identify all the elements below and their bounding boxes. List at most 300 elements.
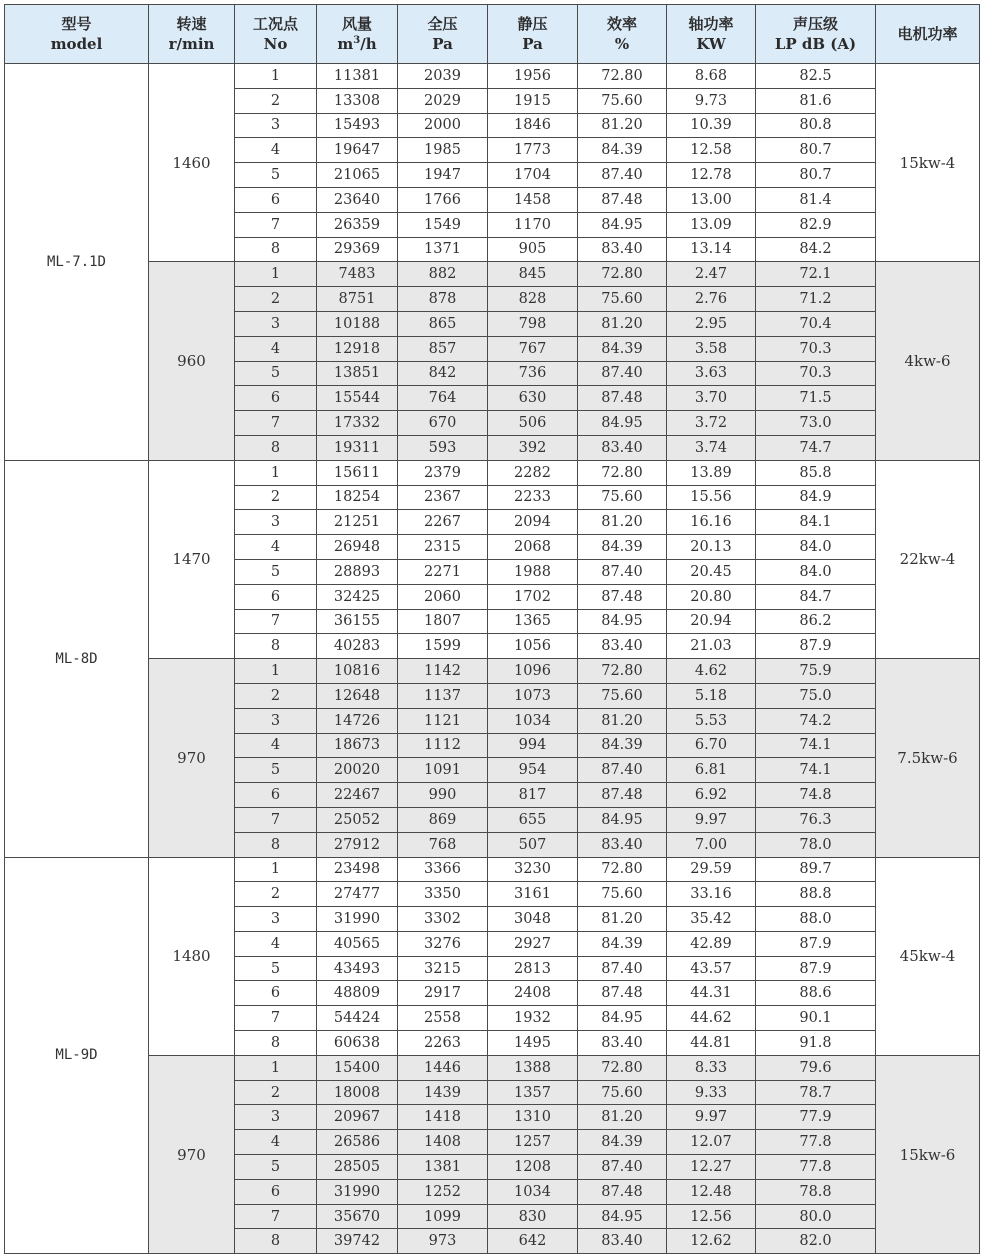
flow-cell: 21065 xyxy=(317,163,398,188)
flow-cell: 54424 xyxy=(317,1006,398,1031)
efficiency-cell: 81.20 xyxy=(578,311,667,336)
total-pressure-cell: 3215 xyxy=(398,956,488,981)
total-pressure-cell: 1112 xyxy=(398,733,488,758)
shaft-power-cell: 12.07 xyxy=(667,1130,756,1155)
total-pressure-cell: 1099 xyxy=(398,1204,488,1229)
static-pressure-cell: 2408 xyxy=(488,981,578,1006)
point-cell: 2 xyxy=(235,1080,317,1105)
flow-cell: 31990 xyxy=(317,907,398,932)
shaft-power-cell: 2.47 xyxy=(667,262,756,287)
table-row xyxy=(5,64,980,89)
shaft-power-cell: 13.09 xyxy=(667,212,756,237)
shaft-power-cell: 3.58 xyxy=(667,336,756,361)
efficiency-cell: 87.40 xyxy=(578,956,667,981)
static-pressure-cell: 1034 xyxy=(488,708,578,733)
total-pressure-cell: 768 xyxy=(398,832,488,857)
efficiency-cell: 87.48 xyxy=(578,981,667,1006)
flow-cell: 15400 xyxy=(317,1055,398,1080)
header-efficiency: 效率 % xyxy=(578,5,667,64)
efficiency-cell: 83.40 xyxy=(578,1031,667,1056)
header-static-pressure: 静压 Pa xyxy=(488,5,578,64)
sound-level-cell: 82.5 xyxy=(756,64,876,89)
total-pressure-cell: 2060 xyxy=(398,584,488,609)
efficiency-cell: 84.39 xyxy=(578,733,667,758)
shaft-power-cell: 6.81 xyxy=(667,758,756,783)
total-pressure-cell: 865 xyxy=(398,311,488,336)
total-pressure-cell: 2039 xyxy=(398,64,488,89)
table-row xyxy=(5,857,980,882)
speed-cell: 1480 xyxy=(149,857,235,1055)
static-pressure-cell: 2282 xyxy=(488,460,578,485)
flow-cell: 39742 xyxy=(317,1229,398,1254)
flow-cell: 35670 xyxy=(317,1204,398,1229)
motor-power-cell: 15kw-4 xyxy=(876,64,980,262)
sound-level-cell: 75.9 xyxy=(756,659,876,684)
flow-cell: 36155 xyxy=(317,609,398,634)
static-pressure-cell: 828 xyxy=(488,287,578,312)
total-pressure-cell: 842 xyxy=(398,361,488,386)
static-pressure-cell: 830 xyxy=(488,1204,578,1229)
total-pressure-cell: 1121 xyxy=(398,708,488,733)
sound-level-cell: 87.9 xyxy=(756,634,876,659)
efficiency-cell: 81.20 xyxy=(578,510,667,535)
shaft-power-cell: 20.94 xyxy=(667,609,756,634)
flow-cell: 27912 xyxy=(317,832,398,857)
flow-cell: 40565 xyxy=(317,931,398,956)
point-cell: 6 xyxy=(235,1179,317,1204)
speed-cell: 1460 xyxy=(149,64,235,262)
shaft-power-cell: 13.14 xyxy=(667,237,756,262)
efficiency-cell: 84.39 xyxy=(578,1130,667,1155)
static-pressure-cell: 1495 xyxy=(488,1031,578,1056)
flow-cell: 32425 xyxy=(317,584,398,609)
point-cell: 5 xyxy=(235,1155,317,1180)
total-pressure-cell: 2000 xyxy=(398,113,488,138)
flow-cell: 7483 xyxy=(317,262,398,287)
total-pressure-cell: 2263 xyxy=(398,1031,488,1056)
point-cell: 2 xyxy=(235,88,317,113)
shaft-power-cell: 16.16 xyxy=(667,510,756,535)
sound-level-cell: 80.7 xyxy=(756,163,876,188)
total-pressure-cell: 1371 xyxy=(398,237,488,262)
shaft-power-cell: 44.62 xyxy=(667,1006,756,1031)
flow-cell: 23498 xyxy=(317,857,398,882)
sound-level-cell: 76.3 xyxy=(756,807,876,832)
total-pressure-cell: 2315 xyxy=(398,535,488,560)
shaft-power-cell: 13.89 xyxy=(667,460,756,485)
motor-power-cell: 45kw-4 xyxy=(876,857,980,1055)
table-row xyxy=(5,1055,980,1080)
static-pressure-cell: 1932 xyxy=(488,1006,578,1031)
point-cell: 4 xyxy=(235,733,317,758)
shaft-power-cell: 33.16 xyxy=(667,882,756,907)
static-pressure-cell: 2233 xyxy=(488,485,578,510)
sound-level-cell: 84.1 xyxy=(756,510,876,535)
static-pressure-cell: 2927 xyxy=(488,931,578,956)
static-pressure-cell: 1208 xyxy=(488,1155,578,1180)
sound-level-cell: 82.0 xyxy=(756,1229,876,1254)
point-cell: 5 xyxy=(235,956,317,981)
total-pressure-cell: 1418 xyxy=(398,1105,488,1130)
sound-level-cell: 80.0 xyxy=(756,1204,876,1229)
sound-level-cell: 84.7 xyxy=(756,584,876,609)
total-pressure-cell: 2029 xyxy=(398,88,488,113)
point-cell: 4 xyxy=(235,336,317,361)
point-cell: 8 xyxy=(235,1229,317,1254)
shaft-power-cell: 13.00 xyxy=(667,187,756,212)
static-pressure-cell: 1773 xyxy=(488,138,578,163)
shaft-power-cell: 3.63 xyxy=(667,361,756,386)
sound-level-cell: 74.2 xyxy=(756,708,876,733)
point-cell: 2 xyxy=(235,485,317,510)
static-pressure-cell: 1034 xyxy=(488,1179,578,1204)
shaft-power-cell: 42.89 xyxy=(667,931,756,956)
shaft-power-cell: 2.95 xyxy=(667,311,756,336)
shaft-power-cell: 12.58 xyxy=(667,138,756,163)
flow-cell: 27477 xyxy=(317,882,398,907)
efficiency-cell: 83.40 xyxy=(578,634,667,659)
flow-cell: 13851 xyxy=(317,361,398,386)
efficiency-cell: 84.95 xyxy=(578,1006,667,1031)
sound-level-cell: 78.7 xyxy=(756,1080,876,1105)
efficiency-cell: 84.39 xyxy=(578,535,667,560)
point-cell: 8 xyxy=(235,1031,317,1056)
motor-power-cell: 15kw-6 xyxy=(876,1055,980,1253)
shaft-power-cell: 3.72 xyxy=(667,411,756,436)
total-pressure-cell: 1807 xyxy=(398,609,488,634)
sound-level-cell: 71.5 xyxy=(756,386,876,411)
static-pressure-cell: 767 xyxy=(488,336,578,361)
model-cell: ML-8D xyxy=(5,460,149,857)
point-cell: 8 xyxy=(235,435,317,460)
static-pressure-cell: 1704 xyxy=(488,163,578,188)
motor-power-cell: 4kw-6 xyxy=(876,262,980,460)
total-pressure-cell: 1091 xyxy=(398,758,488,783)
sound-level-cell: 81.6 xyxy=(756,88,876,113)
total-pressure-cell: 1549 xyxy=(398,212,488,237)
efficiency-cell: 87.48 xyxy=(578,584,667,609)
motor-power-cell: 22kw-4 xyxy=(876,460,980,658)
header-speed: 转速 r/min xyxy=(149,5,235,64)
efficiency-cell: 81.20 xyxy=(578,1105,667,1130)
point-cell: 1 xyxy=(235,64,317,89)
flow-cell: 48809 xyxy=(317,981,398,1006)
static-pressure-cell: 1257 xyxy=(488,1130,578,1155)
efficiency-cell: 75.60 xyxy=(578,88,667,113)
sound-level-cell: 77.9 xyxy=(756,1105,876,1130)
static-pressure-cell: 3230 xyxy=(488,857,578,882)
point-cell: 7 xyxy=(235,1006,317,1031)
static-pressure-cell: 798 xyxy=(488,311,578,336)
static-pressure-cell: 2813 xyxy=(488,956,578,981)
efficiency-cell: 87.40 xyxy=(578,559,667,584)
flow-cell: 22467 xyxy=(317,783,398,808)
point-cell: 1 xyxy=(235,1055,317,1080)
flow-cell: 17332 xyxy=(317,411,398,436)
shaft-power-cell: 8.33 xyxy=(667,1055,756,1080)
static-pressure-cell: 392 xyxy=(488,435,578,460)
point-cell: 3 xyxy=(235,510,317,535)
total-pressure-cell: 1381 xyxy=(398,1155,488,1180)
shaft-power-cell: 12.27 xyxy=(667,1155,756,1180)
point-cell: 1 xyxy=(235,659,317,684)
fan-performance-table xyxy=(4,4,980,1254)
flow-cell: 29369 xyxy=(317,237,398,262)
static-pressure-cell: 1956 xyxy=(488,64,578,89)
point-cell: 7 xyxy=(235,807,317,832)
header-total-pressure: 全压 Pa xyxy=(398,5,488,64)
shaft-power-cell: 2.76 xyxy=(667,287,756,312)
static-pressure-cell: 1458 xyxy=(488,187,578,212)
static-pressure-cell: 3048 xyxy=(488,907,578,932)
flow-cell: 21251 xyxy=(317,510,398,535)
total-pressure-cell: 2367 xyxy=(398,485,488,510)
static-pressure-cell: 1988 xyxy=(488,559,578,584)
speed-cell: 960 xyxy=(149,262,235,460)
shaft-power-cell: 4.62 xyxy=(667,659,756,684)
shaft-power-cell: 3.74 xyxy=(667,435,756,460)
total-pressure-cell: 593 xyxy=(398,435,488,460)
point-cell: 2 xyxy=(235,683,317,708)
point-cell: 6 xyxy=(235,584,317,609)
efficiency-cell: 75.60 xyxy=(578,485,667,510)
point-cell: 3 xyxy=(235,1105,317,1130)
shaft-power-cell: 9.97 xyxy=(667,807,756,832)
total-pressure-cell: 2267 xyxy=(398,510,488,535)
header-motor-power: 电机功率 xyxy=(876,5,980,64)
efficiency-cell: 87.48 xyxy=(578,386,667,411)
shaft-power-cell: 12.56 xyxy=(667,1204,756,1229)
static-pressure-cell: 2094 xyxy=(488,510,578,535)
table-row xyxy=(5,460,980,485)
sound-level-cell: 81.4 xyxy=(756,187,876,212)
sound-level-cell: 77.8 xyxy=(756,1130,876,1155)
total-pressure-cell: 1408 xyxy=(398,1130,488,1155)
static-pressure-cell: 506 xyxy=(488,411,578,436)
shaft-power-cell: 6.92 xyxy=(667,783,756,808)
point-cell: 8 xyxy=(235,832,317,857)
static-pressure-cell: 1702 xyxy=(488,584,578,609)
efficiency-cell: 84.39 xyxy=(578,336,667,361)
point-cell: 4 xyxy=(235,931,317,956)
efficiency-cell: 72.80 xyxy=(578,460,667,485)
sound-level-cell: 71.2 xyxy=(756,287,876,312)
flow-cell: 26948 xyxy=(317,535,398,560)
efficiency-cell: 84.39 xyxy=(578,931,667,956)
point-cell: 2 xyxy=(235,882,317,907)
point-cell: 6 xyxy=(235,981,317,1006)
total-pressure-cell: 973 xyxy=(398,1229,488,1254)
shaft-power-cell: 44.81 xyxy=(667,1031,756,1056)
point-cell: 4 xyxy=(235,138,317,163)
flow-cell: 23640 xyxy=(317,187,398,212)
static-pressure-cell: 630 xyxy=(488,386,578,411)
total-pressure-cell: 1137 xyxy=(398,683,488,708)
speed-cell: 970 xyxy=(149,1055,235,1253)
flow-cell: 15493 xyxy=(317,113,398,138)
static-pressure-cell: 1170 xyxy=(488,212,578,237)
point-cell: 3 xyxy=(235,907,317,932)
total-pressure-cell: 2917 xyxy=(398,981,488,1006)
flow-cell: 12648 xyxy=(317,683,398,708)
static-pressure-cell: 736 xyxy=(488,361,578,386)
point-cell: 5 xyxy=(235,559,317,584)
sound-level-cell: 82.9 xyxy=(756,212,876,237)
shaft-power-cell: 9.73 xyxy=(667,88,756,113)
efficiency-cell: 84.95 xyxy=(578,609,667,634)
efficiency-cell: 72.80 xyxy=(578,1055,667,1080)
point-cell: 3 xyxy=(235,113,317,138)
point-cell: 8 xyxy=(235,237,317,262)
efficiency-cell: 83.40 xyxy=(578,435,667,460)
efficiency-cell: 87.40 xyxy=(578,758,667,783)
point-cell: 1 xyxy=(235,262,317,287)
point-cell: 3 xyxy=(235,311,317,336)
flow-cell: 12918 xyxy=(317,336,398,361)
static-pressure-cell: 1915 xyxy=(488,88,578,113)
sound-level-cell: 73.0 xyxy=(756,411,876,436)
sound-level-cell: 90.1 xyxy=(756,1006,876,1031)
sound-level-cell: 70.3 xyxy=(756,361,876,386)
sound-level-cell: 78.0 xyxy=(756,832,876,857)
shaft-power-cell: 29.59 xyxy=(667,857,756,882)
efficiency-cell: 87.40 xyxy=(578,361,667,386)
flow-cell: 19647 xyxy=(317,138,398,163)
total-pressure-cell: 1599 xyxy=(398,634,488,659)
total-pressure-cell: 2379 xyxy=(398,460,488,485)
shaft-power-cell: 10.39 xyxy=(667,113,756,138)
flow-cell: 20020 xyxy=(317,758,398,783)
header-model: 型号 model xyxy=(5,5,149,64)
flow-cell: 18673 xyxy=(317,733,398,758)
efficiency-cell: 75.60 xyxy=(578,1080,667,1105)
total-pressure-cell: 869 xyxy=(398,807,488,832)
total-pressure-cell: 857 xyxy=(398,336,488,361)
flow-cell: 19311 xyxy=(317,435,398,460)
total-pressure-cell: 1985 xyxy=(398,138,488,163)
total-pressure-cell: 1252 xyxy=(398,1179,488,1204)
static-pressure-cell: 642 xyxy=(488,1229,578,1254)
sound-level-cell: 74.8 xyxy=(756,783,876,808)
static-pressure-cell: 507 xyxy=(488,832,578,857)
flow-cell: 43493 xyxy=(317,956,398,981)
efficiency-cell: 81.20 xyxy=(578,708,667,733)
static-pressure-cell: 1310 xyxy=(488,1105,578,1130)
shaft-power-cell: 20.13 xyxy=(667,535,756,560)
shaft-power-cell: 7.00 xyxy=(667,832,756,857)
motor-power-cell: 7.5kw-6 xyxy=(876,659,980,857)
efficiency-cell: 72.80 xyxy=(578,262,667,287)
point-cell: 1 xyxy=(235,857,317,882)
point-cell: 5 xyxy=(235,163,317,188)
point-cell: 2 xyxy=(235,287,317,312)
shaft-power-cell: 12.62 xyxy=(667,1229,756,1254)
efficiency-cell: 84.95 xyxy=(578,807,667,832)
point-cell: 5 xyxy=(235,361,317,386)
sound-level-cell: 84.0 xyxy=(756,559,876,584)
sound-level-cell: 86.2 xyxy=(756,609,876,634)
flow-cell: 28505 xyxy=(317,1155,398,1180)
shaft-power-cell: 44.31 xyxy=(667,981,756,1006)
model-cell: ML-7.1D xyxy=(5,64,149,461)
static-pressure-cell: 994 xyxy=(488,733,578,758)
point-cell: 7 xyxy=(235,212,317,237)
static-pressure-cell: 817 xyxy=(488,783,578,808)
sound-level-cell: 87.9 xyxy=(756,956,876,981)
shaft-power-cell: 8.68 xyxy=(667,64,756,89)
table-body xyxy=(5,64,980,1254)
shaft-power-cell: 43.57 xyxy=(667,956,756,981)
total-pressure-cell: 990 xyxy=(398,783,488,808)
flow-cell: 14726 xyxy=(317,708,398,733)
efficiency-cell: 72.80 xyxy=(578,857,667,882)
efficiency-cell: 75.60 xyxy=(578,683,667,708)
flow-cell: 18008 xyxy=(317,1080,398,1105)
static-pressure-cell: 954 xyxy=(488,758,578,783)
table-header-row xyxy=(5,5,980,64)
efficiency-cell: 81.20 xyxy=(578,113,667,138)
speed-cell: 970 xyxy=(149,659,235,857)
total-pressure-cell: 1446 xyxy=(398,1055,488,1080)
efficiency-cell: 87.40 xyxy=(578,163,667,188)
point-cell: 3 xyxy=(235,708,317,733)
total-pressure-cell: 3366 xyxy=(398,857,488,882)
sound-level-cell: 77.8 xyxy=(756,1155,876,1180)
efficiency-cell: 75.60 xyxy=(578,882,667,907)
efficiency-cell: 84.95 xyxy=(578,1204,667,1229)
flow-cell: 31990 xyxy=(317,1179,398,1204)
point-cell: 6 xyxy=(235,783,317,808)
point-cell: 6 xyxy=(235,187,317,212)
header-sound-level: 声压级 LP dB (A) xyxy=(756,5,876,64)
speed-cell: 1470 xyxy=(149,460,235,658)
table-row xyxy=(5,659,980,684)
point-cell: 8 xyxy=(235,634,317,659)
efficiency-cell: 84.39 xyxy=(578,138,667,163)
sound-level-cell: 88.0 xyxy=(756,907,876,932)
total-pressure-cell: 3350 xyxy=(398,882,488,907)
sound-level-cell: 87.9 xyxy=(756,931,876,956)
point-cell: 6 xyxy=(235,386,317,411)
sound-level-cell: 70.3 xyxy=(756,336,876,361)
total-pressure-cell: 1439 xyxy=(398,1080,488,1105)
efficiency-cell: 83.40 xyxy=(578,832,667,857)
shaft-power-cell: 9.97 xyxy=(667,1105,756,1130)
flow-cell: 15611 xyxy=(317,460,398,485)
header-point: 工况点 No xyxy=(235,5,317,64)
total-pressure-cell: 1947 xyxy=(398,163,488,188)
sound-level-cell: 72.1 xyxy=(756,262,876,287)
shaft-power-cell: 20.80 xyxy=(667,584,756,609)
efficiency-cell: 75.60 xyxy=(578,287,667,312)
total-pressure-cell: 3302 xyxy=(398,907,488,932)
sound-level-cell: 74.7 xyxy=(756,435,876,460)
point-cell: 4 xyxy=(235,1130,317,1155)
shaft-power-cell: 5.53 xyxy=(667,708,756,733)
efficiency-cell: 87.40 xyxy=(578,1155,667,1180)
total-pressure-cell: 882 xyxy=(398,262,488,287)
sound-level-cell: 84.2 xyxy=(756,237,876,262)
shaft-power-cell: 3.70 xyxy=(667,386,756,411)
total-pressure-cell: 1142 xyxy=(398,659,488,684)
total-pressure-cell: 3276 xyxy=(398,931,488,956)
flow-cell: 26359 xyxy=(317,212,398,237)
shaft-power-cell: 35.42 xyxy=(667,907,756,932)
header-shaft-power: 轴功率 KW xyxy=(667,5,756,64)
static-pressure-cell: 845 xyxy=(488,262,578,287)
sound-level-cell: 84.9 xyxy=(756,485,876,510)
sound-level-cell: 88.6 xyxy=(756,981,876,1006)
